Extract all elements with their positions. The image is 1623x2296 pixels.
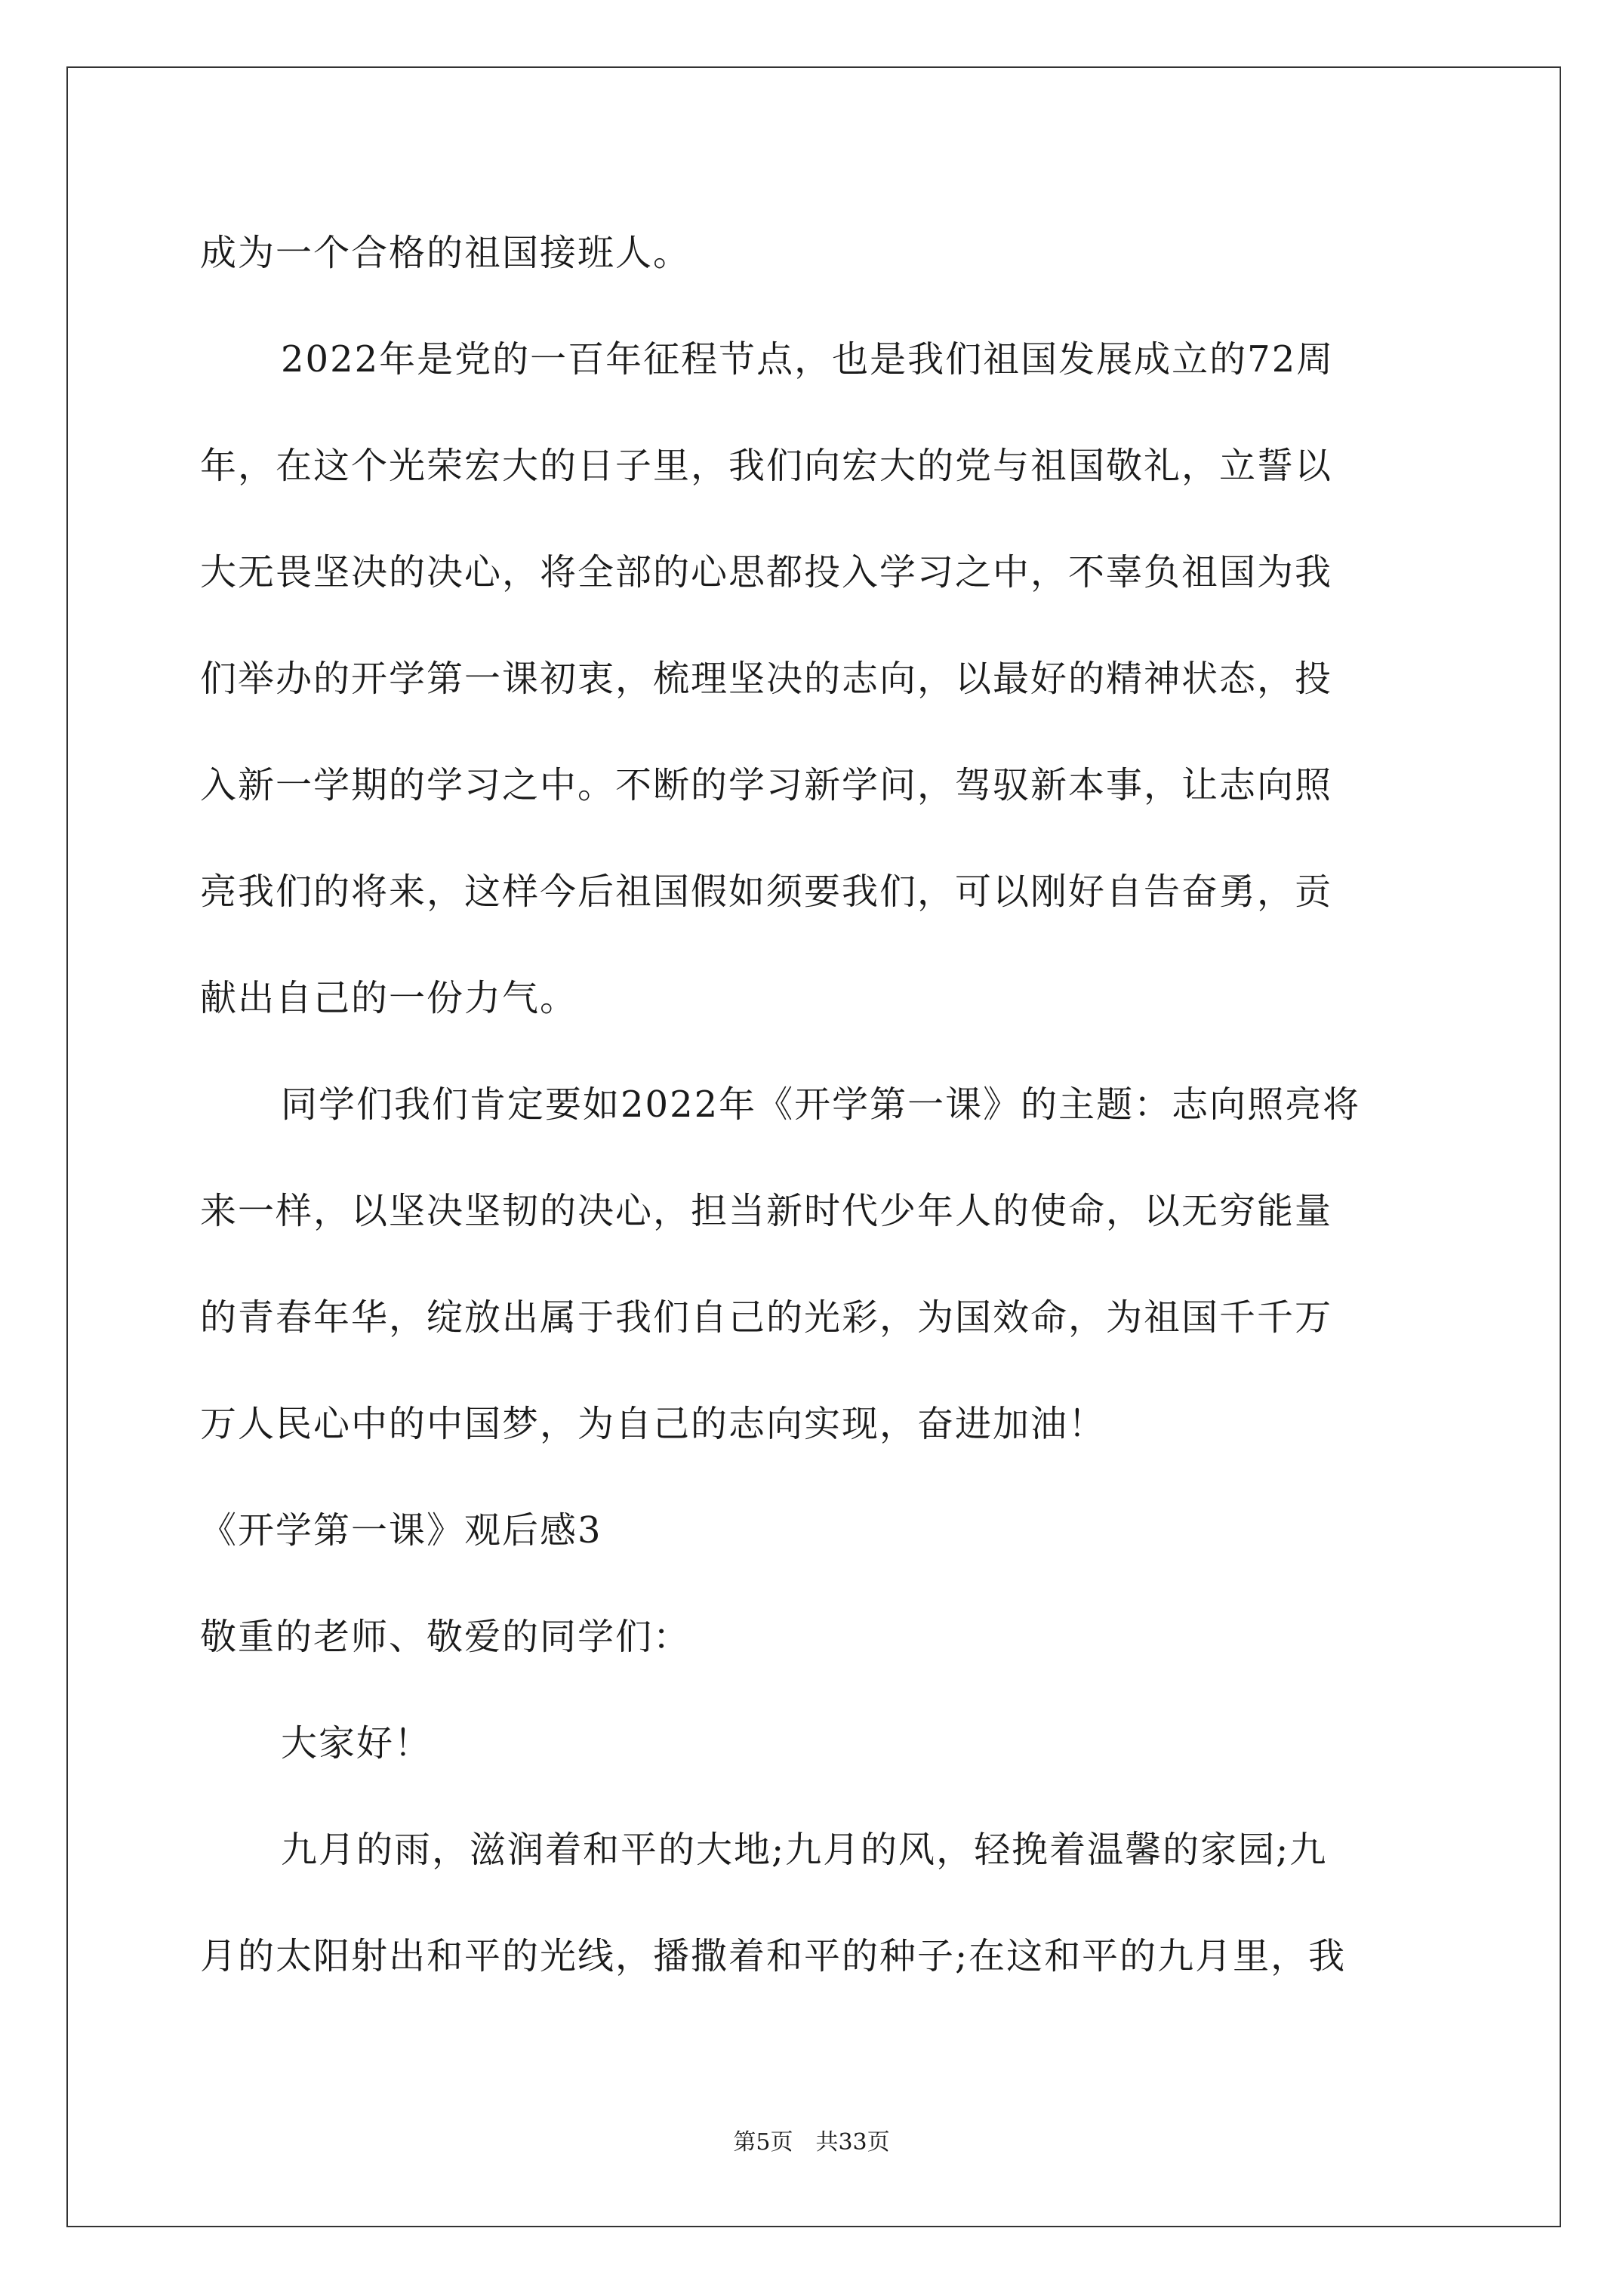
text-line-4: 大无畏坚决的决心，将全部的心思都投入学习之中，不辜负祖国为我 (200, 551, 1333, 593)
text-line-12: 万人民心中的中国梦，为自己的志向实现，奋进加油！ (200, 1403, 1107, 1445)
text-line-7: 亮我们的将来，这样今后祖国假如须要我们，可以刚好自告奋勇，贡 (200, 871, 1333, 913)
text-line-17: 月的太阳射出和平的光线，播撒着和平的种子;在这和平的九月里，我 (200, 1935, 1347, 1977)
greeting: 大家好！ (281, 1722, 433, 1764)
text-line-6: 入新一学期的学习之中。不断的学习新学问，驾驭新本事，让志向照 (200, 764, 1333, 806)
text-line-9: 同学们我们肯定要如2022年《开学第一课》的主题：志向照亮将 (281, 1083, 1361, 1126)
text-line-1: 成为一个合格的祖国接班人。 (200, 232, 691, 274)
text-line-10: 来一样，以坚决坚韧的决心，担当新时代少年人的使命，以无穷能量 (200, 1190, 1333, 1232)
salutation: 敬重的老师、敬爱的同学们： (200, 1616, 691, 1658)
page-number: 第5页 共33页 (733, 2129, 890, 2156)
text-line-3: 年，在这个光荣宏大的日子里，我们向宏大的党与祖国敬礼，立誓以 (200, 445, 1333, 487)
page-border (66, 66, 1561, 2227)
text-line-5: 们举办的开学第一课初衷，梳理坚决的志向，以最好的精神状态，投 (200, 658, 1333, 700)
text-line-11: 的青春年华，绽放出属于我们自己的光彩，为国效命，为祖国千千万 (200, 1296, 1333, 1339)
text-line-16: 九月的雨，滋润着和平的大地;九月的风，轻挽着温馨的家园;九 (281, 1829, 1328, 1871)
text-line-8: 献出自己的一份力气。 (200, 977, 578, 1019)
section-heading: 《开学第一课》观后感3 (200, 1509, 602, 1552)
text-line-2: 2022年是党的一百年征程节点，也是我们祖国发展成立的72周 (281, 338, 1335, 381)
